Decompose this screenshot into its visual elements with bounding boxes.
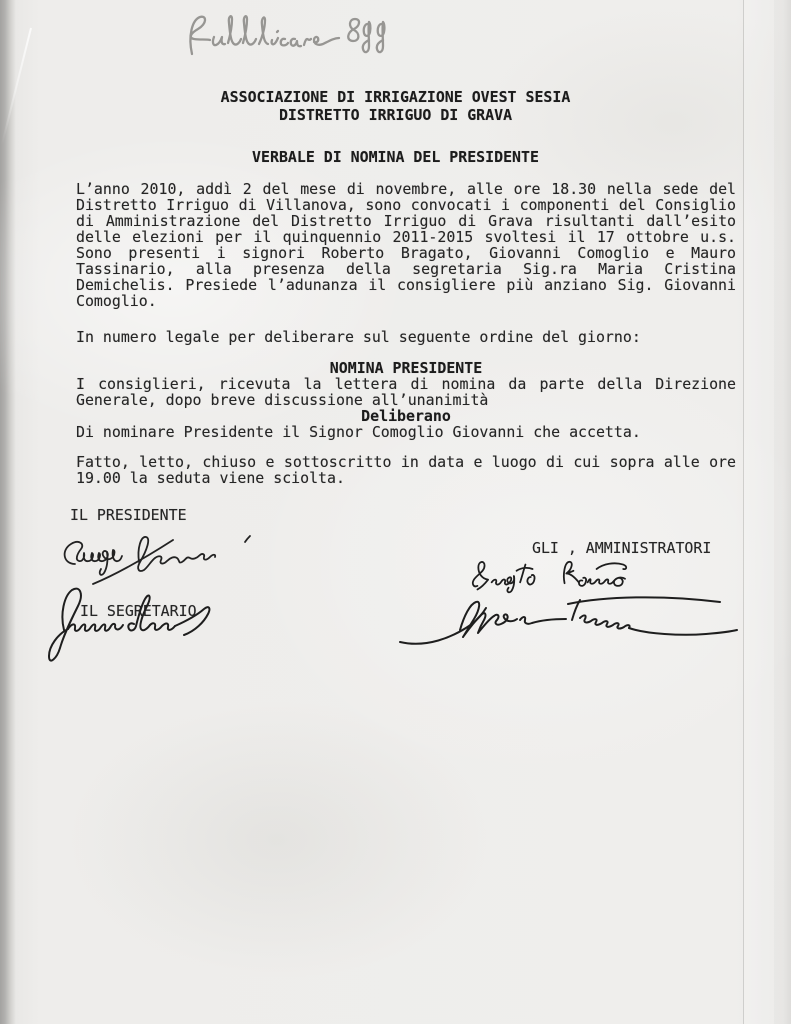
organization-name: ASSOCIAZIONE DI IRRIGAZIONE OVEST SESIA bbox=[220, 88, 571, 106]
text-line: I consiglieri, ricevuta la lettera di nomina da parte della Direzione bbox=[76, 375, 736, 393]
document-header bbox=[0, 88, 791, 124]
text-line: Distretto Irriguo di Villanova, sono convocati i componenti del Consiglio bbox=[76, 196, 736, 214]
president-signature bbox=[55, 528, 280, 588]
text-line: Tassinario, alla presenza della segretaria Sig.ra Maria Cristina bbox=[76, 260, 736, 278]
paragraph-opening bbox=[76, 181, 736, 309]
secretary-label: IL SEGRETARIO bbox=[80, 602, 197, 620]
text-line: Sono presenti i signori Roberto Bragato, Giovanni Comoglio e Mauro bbox=[76, 244, 736, 262]
text-line: Fatto, letto, chiuso e sottoscritto in data e luogo di cui sopra alle ore bbox=[76, 453, 736, 471]
agenda-item-heading: NOMINA PRESIDENTE bbox=[329, 359, 483, 377]
paragraph-quorum: In numero legale per deliberare sul seguente ordine del giorno: bbox=[76, 328, 641, 346]
paper-fold-mark bbox=[1, 28, 32, 145]
secretary-signature bbox=[36, 584, 226, 670]
text-line: Comoglio. bbox=[76, 292, 157, 310]
administrator-signature-tassinario bbox=[396, 592, 741, 648]
resolution-heading: Deliberano bbox=[361, 407, 451, 425]
handwritten-note bbox=[176, 10, 401, 62]
president-label: IL PRESIDENTE bbox=[70, 506, 187, 524]
text-line: Generale, dopo breve discussione all’unanimità bbox=[76, 391, 489, 409]
text-line: Demichelis. Presiede l’adunanza il consigliere più anziano Sig. Giovanni bbox=[76, 276, 736, 294]
paragraph-closing bbox=[76, 454, 736, 486]
text-line: 19.00 la seduta viene sciolta. bbox=[76, 469, 345, 487]
text-line: delle elezioni per il quinquennio 2011-2015 svoltesi il 17 ottobre u.s. bbox=[76, 228, 736, 246]
document-title: VERBALE DI NOMINA DEL PRESIDENTE bbox=[252, 148, 539, 166]
text-line: L’anno 2010, addì 2 del mese di novembre, alle ore 18.30 nella sede del bbox=[76, 180, 736, 198]
text-line: di Amministrazione del Distretto Irriguo di Grava risultanti dall’esito bbox=[76, 212, 736, 230]
paragraph-resolution: Di nominare Presidente il Signor Comoglio Giovanni che accetta. bbox=[76, 423, 641, 441]
paragraph-appointment-letter bbox=[76, 376, 736, 408]
administrators-label: GLI , AMMINISTRATORI bbox=[532, 539, 712, 557]
district-name: DISTRETTO IRRIGUO DI GRAVA bbox=[278, 106, 513, 124]
